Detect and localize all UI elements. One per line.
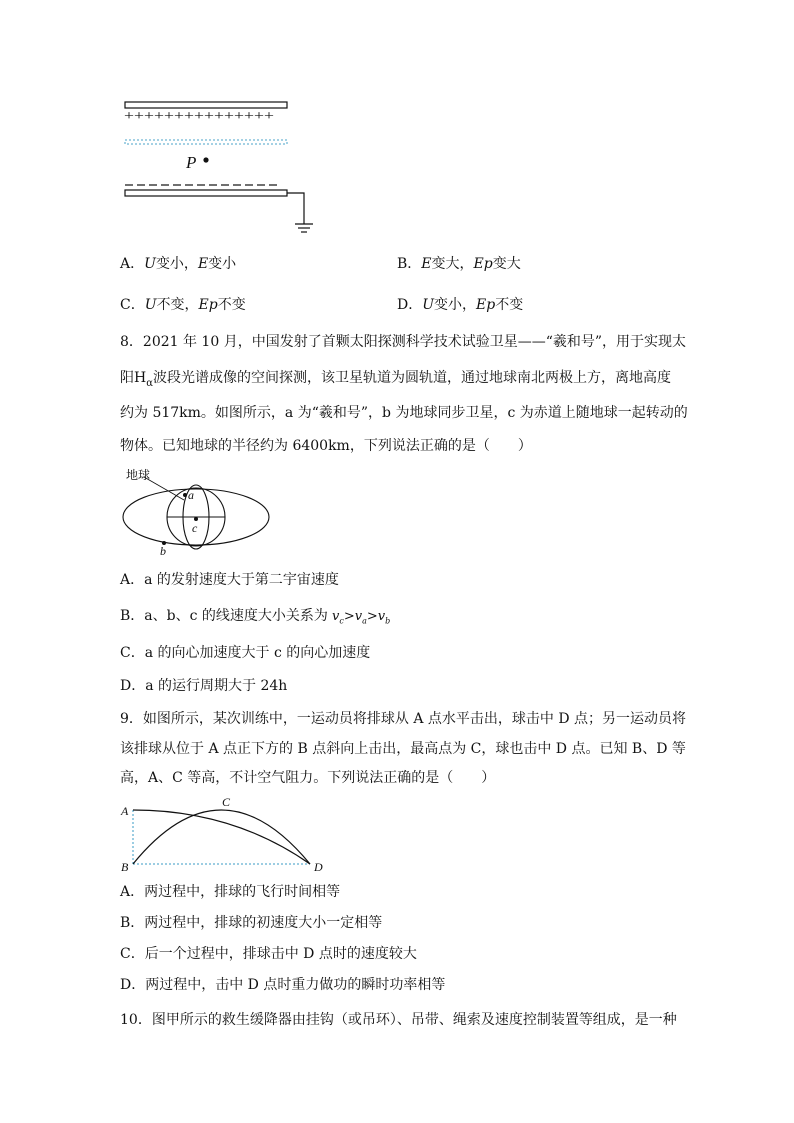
q10-stem-line-1: 10．图甲所示的救生缓降器由挂钩（或吊环）、吊带、绳索及速度控制装置等组成，是一种 <box>120 1012 677 1028</box>
text: 阳 <box>120 370 134 386</box>
symbol-e: E <box>421 256 432 272</box>
trajectory-figure <box>118 794 333 876</box>
option-text: 变小 <box>208 256 237 272</box>
capacitor-figure <box>118 96 328 241</box>
object-c-label: c <box>192 521 198 535</box>
point-c-label: C <box>222 795 231 809</box>
ground-icon <box>287 193 313 232</box>
bottom-plate <box>125 190 287 196</box>
satellite-a-dot <box>183 493 187 497</box>
q9-stem-line-2: 该排球从位于 A 点正下方的 B 点斜向上击出，最高点为 C，球也击中 D 点。已知 B、D 等 <box>120 741 686 757</box>
option-text: 变大 <box>492 256 521 272</box>
symbol-ep: Ep <box>473 256 493 272</box>
option-text: 不变 <box>217 297 246 313</box>
velocity-relation: $v_c>v_a>v_b$ <box>327 609 391 626</box>
option-letter: A． <box>120 256 145 272</box>
q8-option-c[interactable]: C．a 的向心加速度大于 c 的向心加速度 <box>120 645 371 661</box>
option-text: B．a、b、c 的线速度大小关系为 <box>120 608 328 624</box>
satellite-b-label: b <box>160 544 166 558</box>
plus-signs: +++++++++++++++ <box>124 109 275 124</box>
q8-stem-line-1: 8．2021 年 10 月，中国发射了首颗太阳探测科学技术试验卫星——“羲和号”，用于实现太 <box>120 334 687 350</box>
dashed-sheet <box>125 140 287 144</box>
top-plate <box>125 102 287 108</box>
earth-label: 地球 <box>126 468 151 482</box>
q8-option-d[interactable]: D．a 的运行周期大于 24h <box>120 678 288 694</box>
symbol-ep: Ep <box>198 297 218 313</box>
q9-option-d[interactable]: D．两过程中，击中 D 点时重力做功的瞬时功率相等 <box>120 977 446 993</box>
alpha-subscript: α <box>146 377 153 389</box>
q7-option-b[interactable] <box>397 254 521 274</box>
option-text: 不变， <box>156 297 199 313</box>
q8-stem-line-3: 约为 517km。如图所示，a 为“羲和号”，b 为地球同步卫星，c 为赤道上随地球一起转动的 <box>120 405 688 421</box>
q8-stem-line-4: 物体。已知地球的半径约为 6400km，下列说法正确的是（ ） <box>120 438 532 454</box>
q8-option-a[interactable]: A．a 的发射速度大于第二宇宙速度 <box>120 572 339 588</box>
option-letter: B． <box>397 256 422 272</box>
q7-option-a[interactable] <box>120 254 236 274</box>
symbol-ep: Ep <box>476 297 496 313</box>
point-a-label: A <box>121 804 129 818</box>
q8-option-b[interactable] <box>120 606 390 632</box>
point-b-label: B <box>121 860 129 874</box>
q8-stem-line-2 <box>120 368 671 394</box>
symbol-e: E <box>197 256 209 272</box>
q7-option-d[interactable] <box>397 295 523 315</box>
option-letter: D． <box>397 297 423 313</box>
symbol-u: U <box>144 256 156 272</box>
q9-option-b[interactable]: B．两过程中，排球的初速度大小一定相等 <box>120 915 383 931</box>
q9-stem-line-3: 高，A、C 等高，不计空气阻力。下列说法正确的是（ ） <box>120 770 496 786</box>
option-text: 变大， <box>431 256 474 272</box>
option-text: 不变 <box>495 297 524 313</box>
q9-stem-line-1: 9．如图所示，某次训练中，一运动员将排球从 A 点水平击出，球击中 D 点；另一运动员将 <box>120 711 687 727</box>
q9-option-a[interactable]: A．两过程中，排球的飞行时间相等 <box>120 884 341 900</box>
satellite-a-label: a <box>188 488 194 502</box>
option-text: 变小， <box>155 256 198 272</box>
symbol-u: U <box>144 297 157 313</box>
option-text: 变小， <box>434 297 477 313</box>
h-alpha-symbol: H <box>134 370 147 386</box>
text: 波段光谱成像的空间探测，该卫星轨道为圆轨道，通过地球南北两极上方，离地高度 <box>152 370 671 386</box>
point-p <box>203 157 208 162</box>
symbol-u: U <box>422 297 435 313</box>
q9-option-c[interactable]: C．后一个过程中，排球击中 D 点时的速度较大 <box>120 946 417 962</box>
point-p-label: P <box>186 153 197 172</box>
point-d-label: D <box>314 860 323 874</box>
orbit-figure <box>118 462 278 558</box>
option-letter: C． <box>120 297 145 313</box>
q7-option-c[interactable] <box>120 295 246 315</box>
trajectory-b-to-d <box>133 810 310 864</box>
